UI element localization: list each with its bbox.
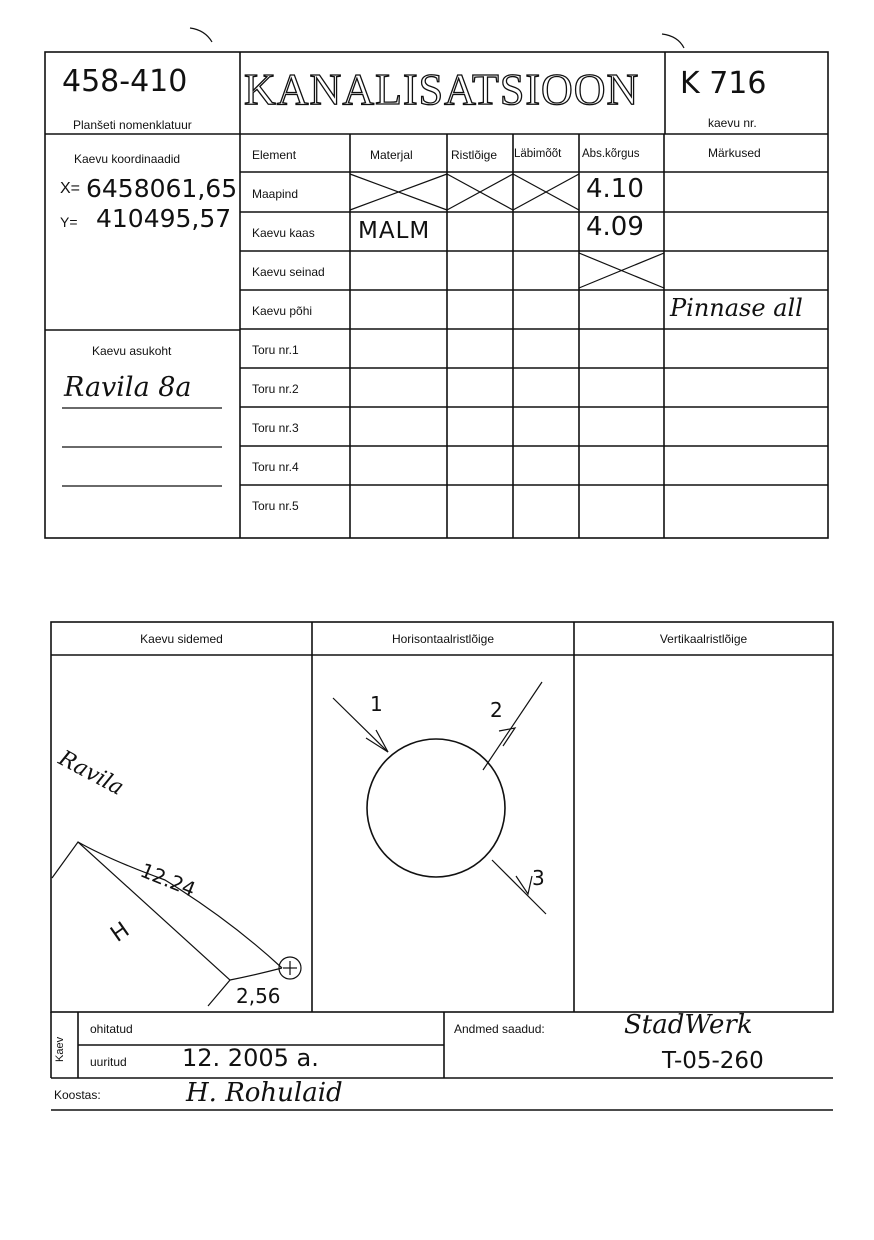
- measured-value: 12. 2005 a.: [182, 1044, 319, 1072]
- well-number-label: kaevu nr.: [708, 116, 757, 130]
- col-header-material: Materjal: [370, 148, 413, 162]
- pipe-label-1: 1: [370, 692, 383, 716]
- y-coordinate-value: 410495,57: [96, 204, 232, 233]
- map-sheet-value: 458-410: [62, 64, 188, 99]
- table-row-element: Toru nr.5: [252, 499, 299, 513]
- pipe-label-3: 3: [532, 866, 545, 890]
- compiled-label: Koostas:: [54, 1088, 101, 1102]
- col-header-ties: Kaevu sidemed: [140, 632, 223, 646]
- building-mark: H: [106, 917, 135, 948]
- notes-bottom: Pinnase all: [670, 294, 803, 322]
- material-cover: MALM: [358, 218, 431, 244]
- col-header-abs-height: Abs.kõrgus: [582, 148, 640, 160]
- measured-label: uuritud: [90, 1055, 127, 1069]
- col-header-cross-section: Ristlõige: [451, 148, 498, 162]
- data-source-value: StadWerk: [624, 1010, 753, 1040]
- compiled-value: H. Rohulaid: [186, 1078, 343, 1108]
- y-label: Y=: [60, 214, 78, 230]
- table-row-element: Kaevu põhi: [252, 304, 313, 318]
- col-header-vertical: Vertikaalristlõige: [659, 632, 748, 646]
- tie-distance-long: 12.24: [137, 858, 200, 902]
- coordinates-label: Kaevu koordinaadid: [74, 152, 181, 166]
- location-label: Kaevu asukoht: [92, 344, 172, 358]
- map-sheet-label: Planšeti nomenklatuur: [73, 118, 192, 132]
- col-header-notes: Märkused: [708, 146, 761, 160]
- form-title: KANALISATSIOON: [244, 65, 640, 114]
- checked-label: ohitatud: [90, 1022, 133, 1036]
- col-header-element: Element: [252, 148, 297, 162]
- table-row-element: Toru nr.1: [252, 343, 299, 357]
- table-row-element: Maapind: [252, 187, 299, 201]
- x-label: X=: [60, 180, 81, 197]
- side-label: Kaev: [54, 1036, 66, 1062]
- table-row-element: Toru nr.2: [252, 382, 299, 396]
- well-number-value: K 716: [680, 66, 767, 101]
- location-value: Ravila 8a: [64, 372, 192, 403]
- data-source-code: T-05-260: [662, 1048, 764, 1074]
- abs-height-ground: 4.10: [586, 174, 644, 204]
- street-label: Ravila: [54, 746, 128, 801]
- x-coordinate-value: 6458061,65: [86, 174, 238, 203]
- tie-distance-short: 2,56: [236, 984, 281, 1008]
- table-row-element: Toru nr.3: [252, 421, 299, 435]
- col-header-diameter: Läbimõõt: [514, 148, 562, 160]
- table-row-element: Kaevu kaas: [252, 226, 315, 240]
- table-row-element: Toru nr.4: [252, 460, 299, 474]
- col-header-horizontal: Horisontaalristlõige: [391, 632, 495, 646]
- data-source-label: Andmed saadud:: [454, 1022, 545, 1036]
- pipe-label-2: 2: [490, 698, 503, 722]
- abs-height-cover: 4.09: [586, 212, 644, 242]
- table-row-element: Kaevu seinad: [252, 265, 325, 279]
